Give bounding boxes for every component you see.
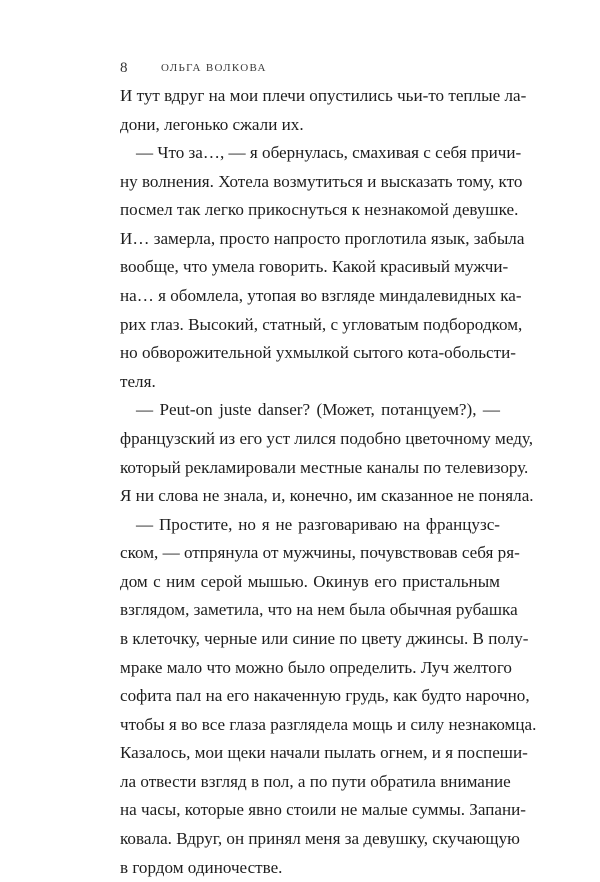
text-line: взглядом, заметила, что на нем была обычная рубашка (120, 600, 518, 620)
text-line: рих глаз. Высокий, статный, с угловатым подбородком, (120, 314, 523, 334)
author-name: ОЛЬГА ВОЛКОВА (161, 62, 267, 74)
text-line: который рекламировали местные каналы по телевизору. (120, 457, 529, 477)
text-line: И тут вдруг на мои плечи опустились чьи-то теплые ла- (120, 86, 527, 105)
text-line: — Простите, но я не разговариваю на французс- (136, 514, 500, 534)
text-line: французский из его уст лился подобно цветочному меду, (120, 428, 533, 448)
running-header (120, 58, 500, 78)
text-line: на… я обомлела, утопая во взгляде миндалевидных ка- (120, 286, 522, 306)
text-line: мраке мало что можно было определить. Луч желтого (120, 657, 512, 677)
text-line: — Что за…, — я обернулась, смахивая с себя причи- (136, 143, 522, 163)
text-line: но обворожительной ухмылкой сытого кота-обольсти- (120, 343, 516, 363)
text-line: дони, легонько сжали их. (120, 114, 304, 134)
text-line: Я ни слова не знала, и, конечно, им сказанное не поняла. (120, 486, 534, 506)
text-line: посмел так легко прикоснуться к незнакомой девушке. (120, 200, 519, 220)
text-line: Казалось, мои щеки начали пылать огнем, и я поспеши- (120, 743, 528, 763)
text-line: — Peut-on juste danser? (Может, потанцуем?), — (136, 400, 500, 420)
text-line: софита пал на его накаченную грудь, как будто нарочно, (120, 686, 530, 706)
text-line: на часы, которые явно стоили не малые суммы. Запани- (120, 800, 526, 820)
text-line: теля. (120, 371, 156, 391)
text-body (120, 82, 537, 882)
text-line: ну волнения. Хотела возмутиться и высказать тому, кто (120, 171, 523, 191)
text-line: ла отвести взгляд в пол, а по пути обратила внимание (120, 771, 511, 791)
page-number: 8 (120, 60, 128, 76)
text-line: ском, — отпрянула от мужчины, почувствовав себя ря- (120, 543, 520, 563)
text-line: дом с ним серой мышью. Окинув его пристальным (120, 571, 500, 591)
text-line: И… замерла, просто напросто проглотила язык, забыла (120, 228, 525, 248)
text-line: чтобы я во все глаза разглядела мощь и силу незнакомца. (120, 714, 537, 734)
text-line: в гордом одиночестве. (120, 857, 283, 877)
text-line: в клеточку, черные или синие по цвету джинсы. В полу- (120, 628, 529, 648)
text-line: ковала. Вдруг, он принял меня за девушку, скучающую (120, 829, 520, 849)
text-line: вообще, что умела говорить. Какой красивый мужчи- (120, 257, 509, 277)
